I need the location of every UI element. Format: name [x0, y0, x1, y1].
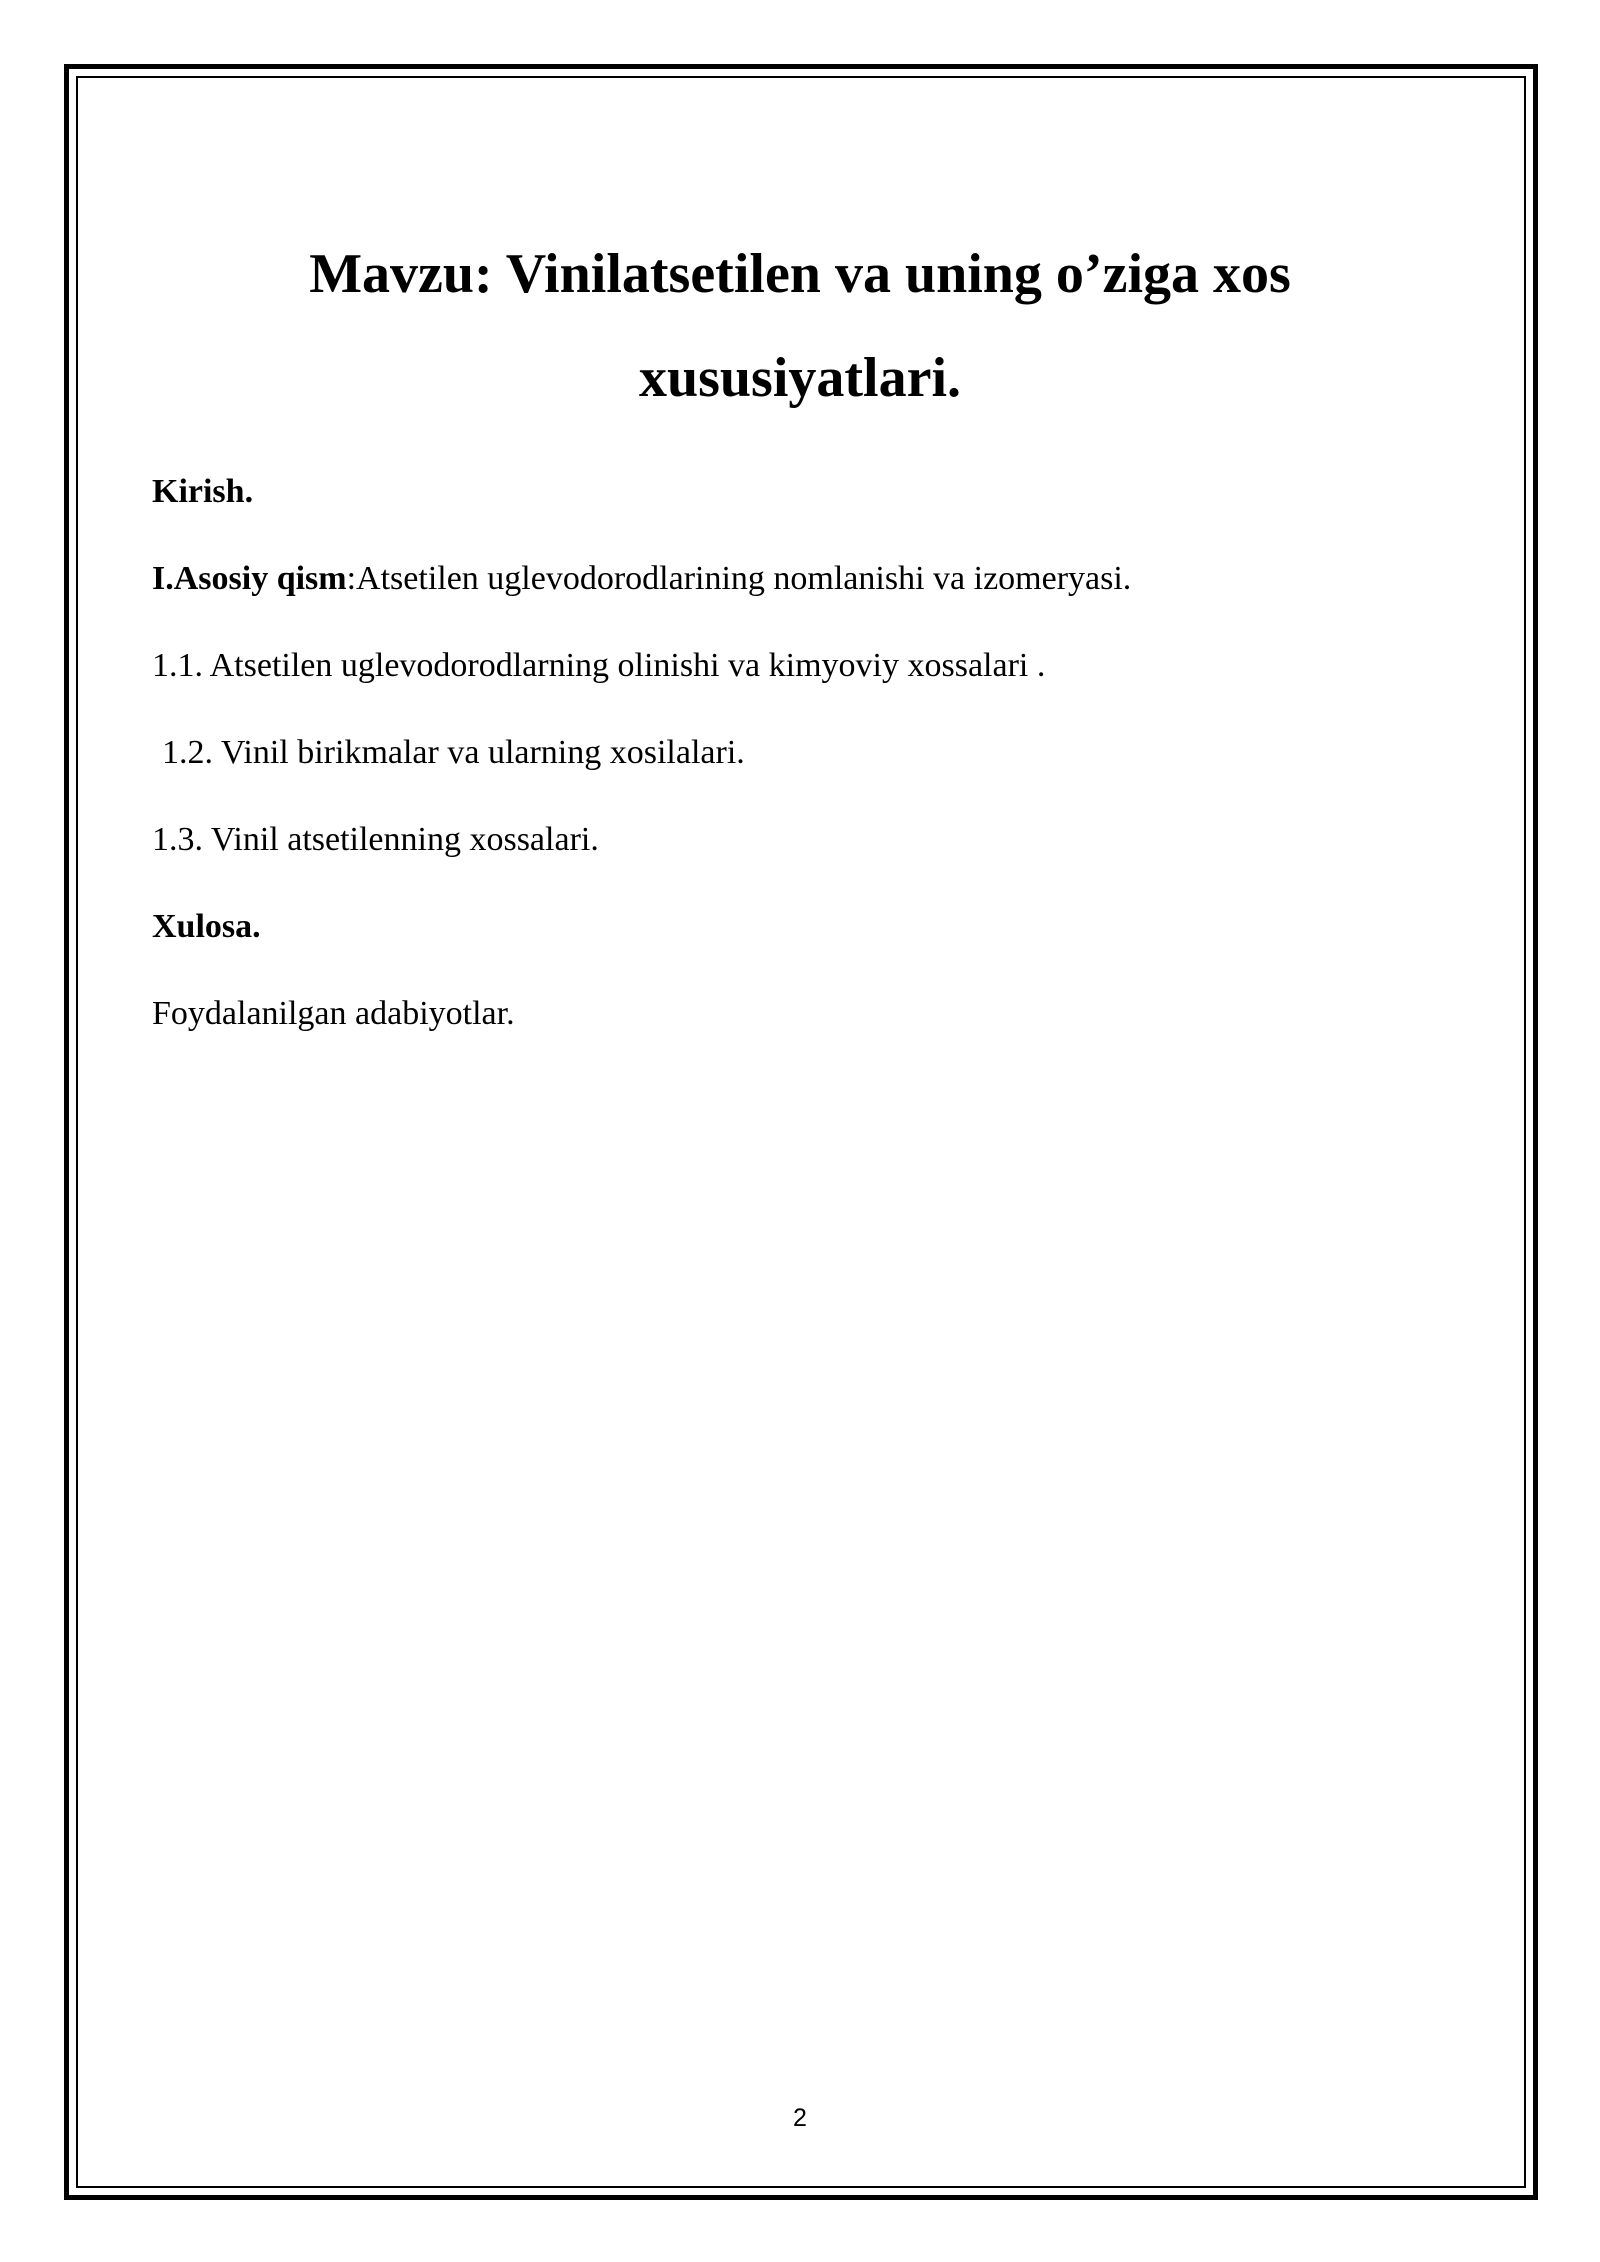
toc-item-main-part — [152, 535, 1482, 622]
page-number: 2 — [793, 2104, 807, 2132]
toc-item-1-2: 1.2. Vinil birikmalar va ularning xosilalari. — [162, 734, 745, 771]
document-title — [160, 222, 1440, 430]
toc-item-intro: Kirish. — [152, 473, 254, 510]
table-of-contents — [152, 448, 1482, 1057]
title-line-1: Mavzu: Vinilatsetilen va uning o’ziga xos — [309, 243, 1291, 305]
toc-item-1-3: 1.3. Vinil atsetilenning xossalari. — [152, 821, 599, 858]
title-line-2: xususiyatlari. — [638, 347, 962, 409]
toc-item-1-1: 1.1. Atsetilen uglevodorodlarning olinishi va kimyoviy xossalari . — [152, 647, 1046, 684]
main-part-label: I.Asosiy qism — [152, 560, 347, 597]
main-part-text: :Atsetilen uglevodorodlarining nomlanishi va izomeryasi. — [346, 560, 1132, 597]
toc-item-references: Foydalanilgan adabiyotlar. — [152, 995, 515, 1032]
toc-item-conclusion: Xulosa. — [152, 908, 261, 945]
